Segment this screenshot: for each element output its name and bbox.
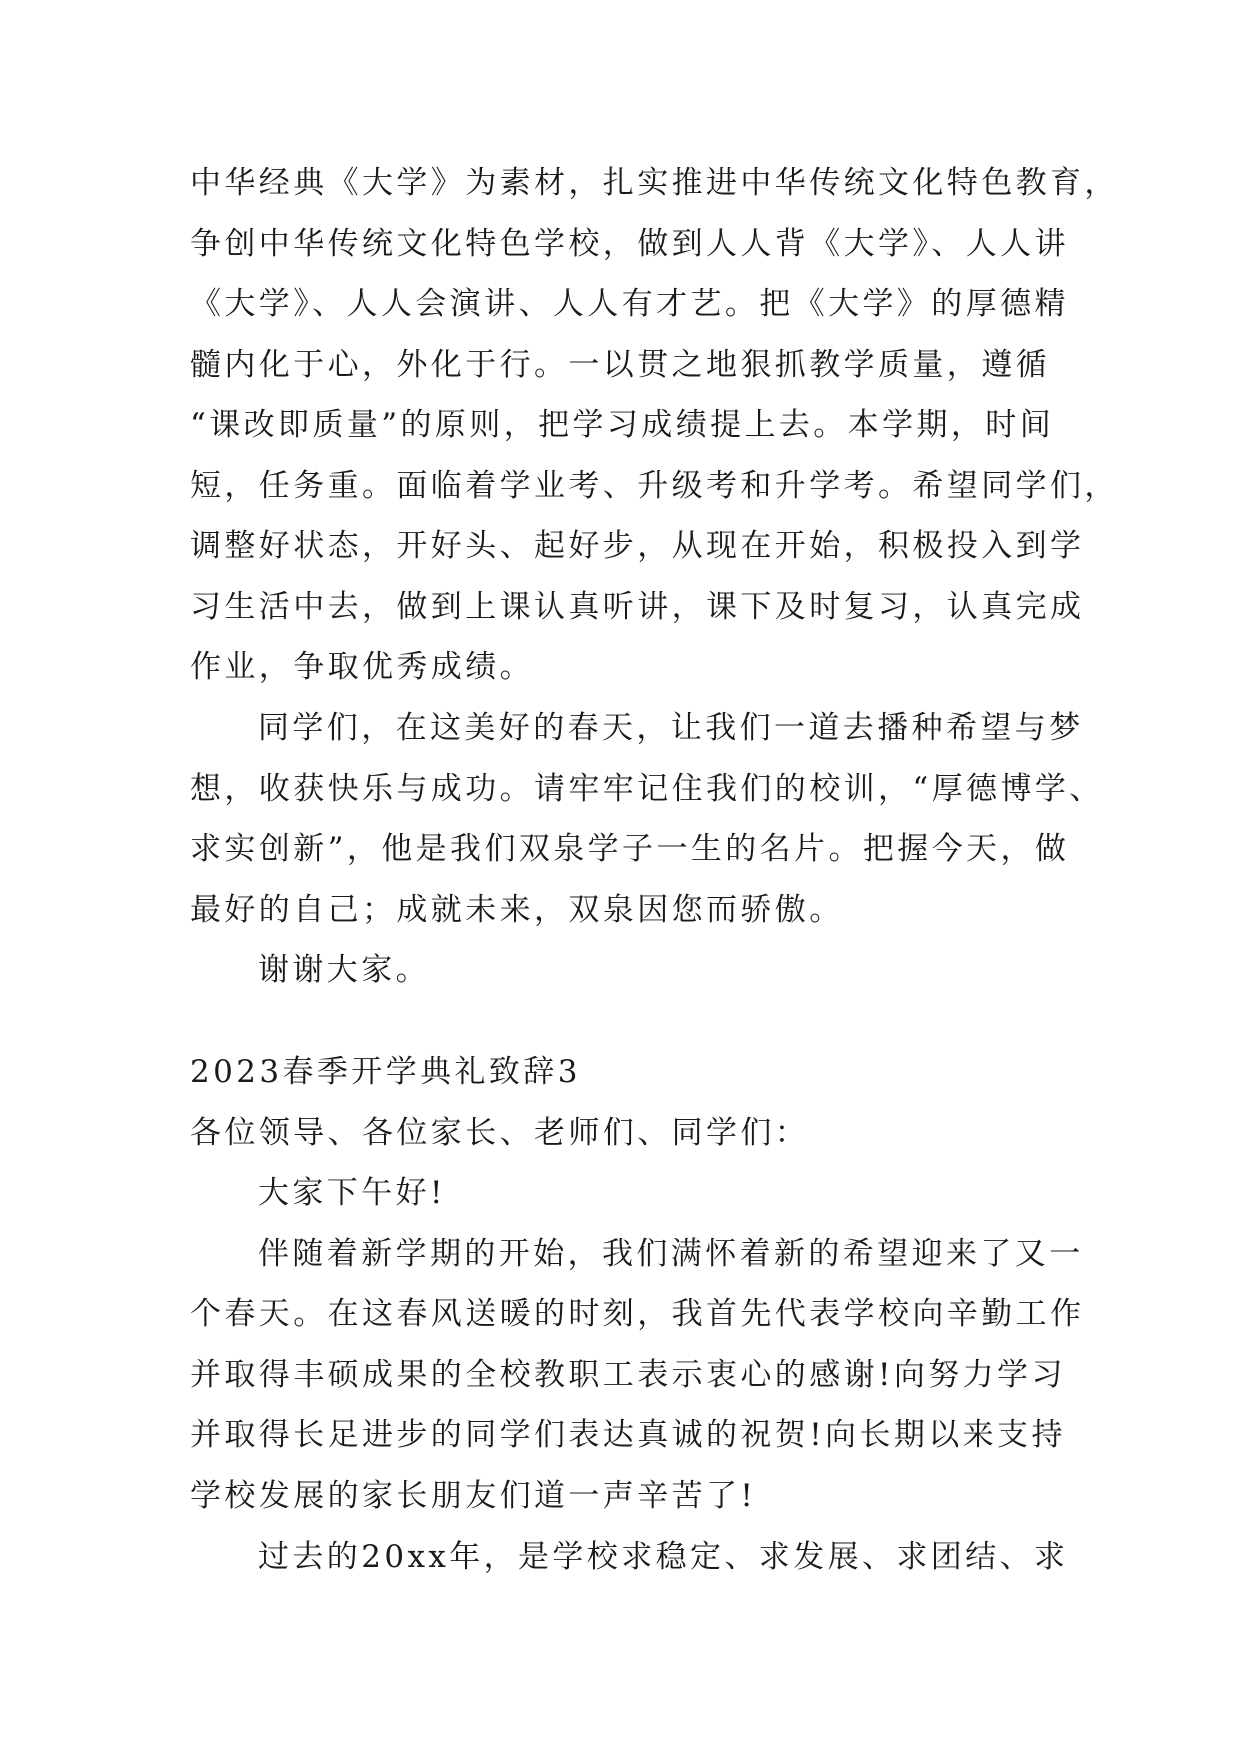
paragraph-line: 个春天。在这春风送暖的时刻，我首先代表学校向辛勤工作 — [190, 1296, 1085, 1332]
paragraph-line: 并取得长足进步的同学们表达真诚的祝贺!向长期以来支持 — [190, 1417, 1066, 1453]
paragraph-line: 想，收获快乐与成功。请牢牢记住我们的校训，“厚德博学、 — [190, 771, 1104, 807]
paragraph-line: 髓内化于心，外化于行。一以贯之地狠抓教学质量，遵循 — [190, 347, 1050, 383]
salutation: 各位领导、各位家长、老师们、同学们： — [190, 1115, 810, 1151]
paragraph-line: 同学们，在这美好的春天，让我们一道去播种希望与梦 — [258, 710, 1084, 746]
paragraph-line: 中华经典《大学》为素材，扎实推进中华传统文化特色教育， — [190, 165, 1119, 201]
paragraph-line: “课改即质量”的原则，把学习成绩提上去。本学期，时间 — [190, 407, 1055, 443]
section-title: 2023春季开学典礼致辞3 — [190, 1054, 581, 1090]
paragraph-line: 短，任务重。面临着学业考、升级考和升学考。希望同学们， — [190, 468, 1119, 504]
paragraph-line: 并取得丰硕成果的全校教职工表示衷心的感谢!向努力学习 — [190, 1357, 1066, 1393]
paragraph-line: 作业，争取优秀成绩。 — [190, 649, 534, 685]
paragraph-line: 习生活中去，做到上课认真听讲，课下及时复习，认真完成 — [190, 589, 1085, 625]
paragraph-line: 学校发展的家长朋友们道一声辛苦了! — [190, 1478, 757, 1514]
paragraph-line: 争创中华传统文化特色学校，做到人人背《大学》、人人讲 — [190, 226, 1069, 262]
paragraph-line: 求实创新”，他是我们双泉学子一生的名片。把握今天，做 — [190, 831, 1070, 867]
greeting: 大家下午好! — [258, 1175, 446, 1211]
paragraph-line: 过去的20xx年，是学校求稳定、求发展、求团结、求 — [258, 1539, 1069, 1575]
paragraph-line: 最好的自己；成就未来，双泉因您而骄傲。 — [190, 892, 844, 928]
paragraph-line: 《大学》、人人会演讲、人人有才艺。把《大学》的厚德精 — [190, 286, 1069, 322]
paragraph-line: 调整好状态，开好头、起好步，从现在开始，积极投入到学 — [190, 528, 1085, 564]
paragraph-line: 伴随着新学期的开始，我们满怀着新的希望迎来了又一 — [258, 1236, 1084, 1272]
closing-line: 谢谢大家。 — [258, 952, 430, 988]
